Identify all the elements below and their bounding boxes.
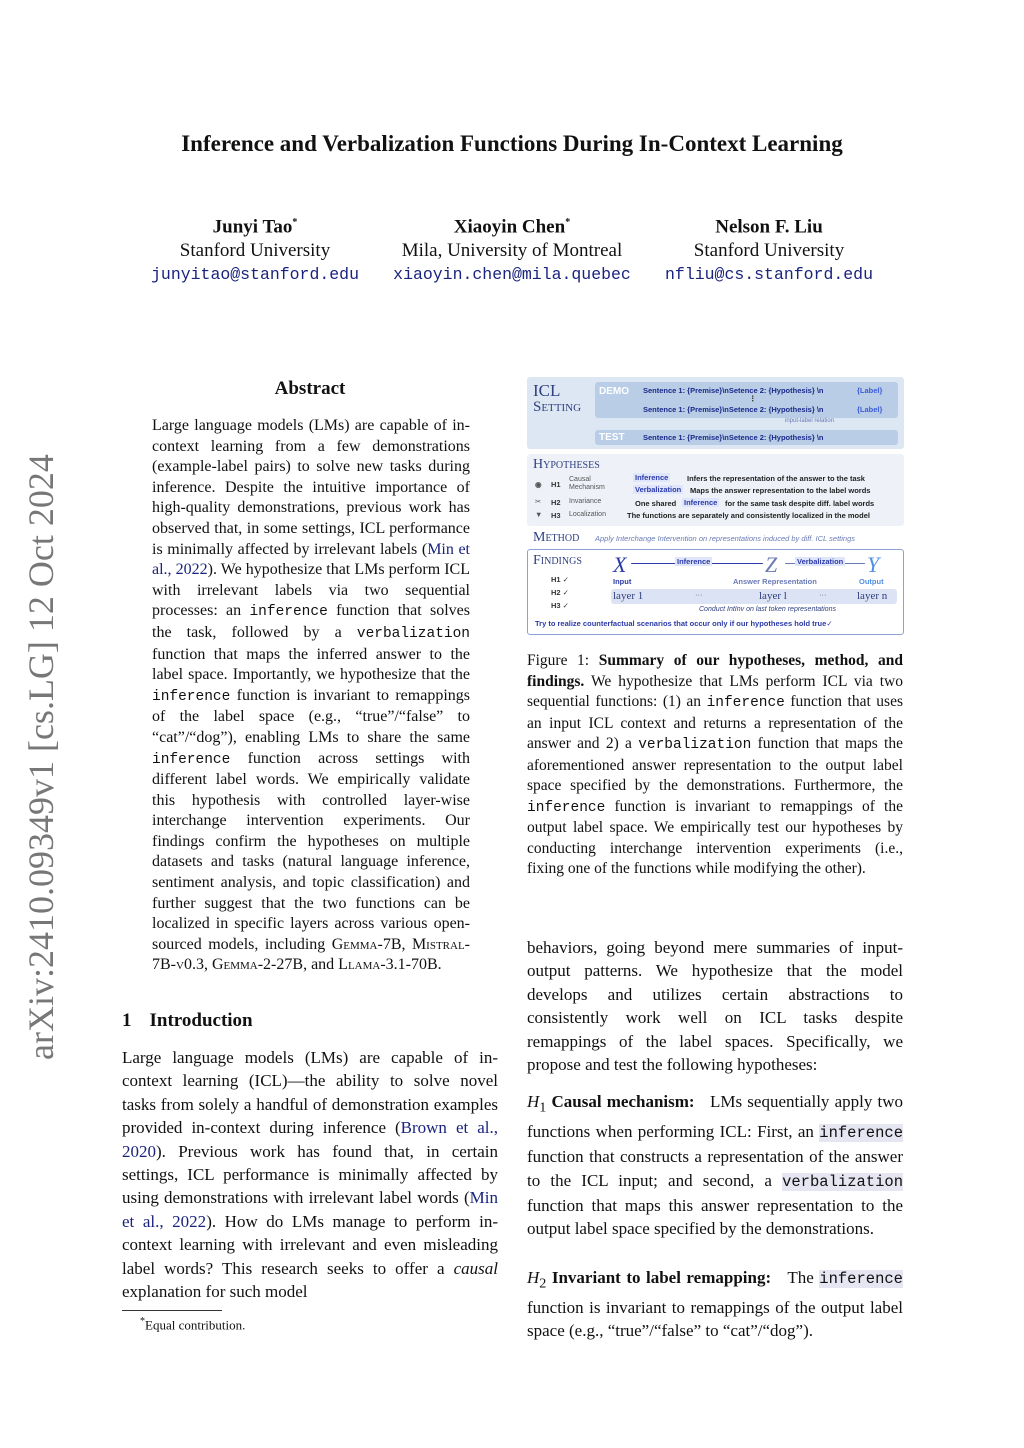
icl-setting-label: ICL <box>533 381 561 400</box>
chip-inference-2: Inference <box>684 498 718 507</box>
answer-rep-label: Answer Representation <box>733 577 817 586</box>
method-label: Method <box>533 530 580 545</box>
layer-1: layer 1 <box>613 590 644 602</box>
findings-h3: H3 ✓ <box>551 601 569 610</box>
hyp-line-4: The functions are separately and consistently localized in the model <box>627 511 870 520</box>
author-1: Junyi Tao* Stanford University junyitao@stanford.edu <box>125 211 385 287</box>
eye-icon: ◉ <box>535 480 542 489</box>
findings-h1: H1 ✓ <box>551 575 569 584</box>
scissors-icon: ✂ <box>535 497 542 506</box>
symbol-z: Z <box>765 552 778 577</box>
arxiv-stamp: arXiv:2410.09349v1 [cs.LG] 12 Oct 2024 <box>21 454 61 1060</box>
layer-dots-2: ··· <box>819 590 827 599</box>
abstract-text: Large language models (LMs) are capable of in-context learning from a few demonstrations (example-label pairs) to solve new tasks during inference. Despite the intuitive importance of high-quality demonstrations, previous work has observed that, in some settings, ICL performance is minimally affected by irrelevant labels (Min et al., 2022). We hypothesize that LMs perform ICL with irrelevant labels via two sequential processes: an inference function that solves the task, followed by a verbalization function that maps the inferred answer to the label space. Importantly, we hypothesize that the inference function is invariant to remappings of the label space (e.g., “true”/“false” to “cat”/“dog”), enabling LMs to share the same inference function across settings with different label words. We empirically validate this hypothesis with controlled layer-wise interchange intervention experiments. Our findings confirm the hypotheses on multiple datasets and tasks (natural language inference, sentiment analysis, and topic classification) and further suggest that the two functions can be localized in specific layers across various open-sourced models, including Gemma-7B, Mistral-7B-v0.3, Gemma-2-27B, and Llama-3.1-70B. <box>152 417 471 974</box>
fig-h1-name: Causal Mechanism <box>569 476 605 491</box>
fig-h3: H3 <box>551 511 561 520</box>
section-heading: 1 Introduction <box>122 1010 253 1031</box>
layers-bar <box>611 589 897 604</box>
hyp-line-2: Maps the answer representation to the label words <box>690 486 871 495</box>
author-3: Nelson F. Liu Stanford University nfliu@cs.stanford.edu <box>639 211 899 287</box>
hypotheses-label: Hypotheses <box>533 457 600 472</box>
hyp-line-1: Infers the representation of the answer to the task <box>687 474 865 483</box>
findings-h2: H2 ✓ <box>551 588 569 597</box>
findings-inference-chip: Inference <box>677 557 711 566</box>
intro-citation-min[interactable]: Min et al., 2022 <box>122 1188 498 1231</box>
hyp-line-3b: for the same task despite diff. label words <box>725 499 875 508</box>
fig-h1: H1 <box>551 480 561 489</box>
hypothesis-h2: $H_2$ Invariant to label remapping: The inference function is invariant to remappings of the output label space (e.g., “true”/“false” to “cat”/“dog”). <box>527 1268 903 1341</box>
funnel-icon: ▼ <box>535 510 543 519</box>
hyp-line-3a: One shared <box>635 499 677 508</box>
footnote: *Equal contribution. <box>140 1316 246 1333</box>
test-label: TEST <box>599 432 625 443</box>
demo-row-2: Sentence 1: {Premise}\nSetence 2: {Hypothesis} \n <box>643 405 824 414</box>
symbol-x: X <box>613 552 627 577</box>
conduct-text: Conduct IntInv on last token representations <box>699 606 836 613</box>
author-1-email[interactable]: junyitao@stanford.edu <box>151 265 359 285</box>
layer-n: layer n <box>857 590 888 602</box>
abstract-citation[interactable]: Min et al., 2022 <box>152 540 471 579</box>
hypothesis-h1: $H_1$ Causal mechanism: LMs sequentially apply two functions when performing ICL: First, an inference function that constructs a representation of the answer to the ICL input; and second, a verbalization function that maps this answer representation to the output label space specified by the demonstrations. <box>527 1092 903 1239</box>
fig-h3-name: Localization <box>569 511 606 518</box>
input-label: Input <box>613 577 632 586</box>
demo-label: DEMO <box>599 386 629 397</box>
demo-row-1: Sentence 1: {Premise}\nSetence 2: {Hypothesis} \n <box>643 386 824 395</box>
paper-title: Inference and Verbalization Functions During In-Context Learning <box>181 131 843 156</box>
author-2-affiliation: Mila, University of Montreal <box>401 240 623 262</box>
icl-setting-label-2: Setting <box>533 399 582 415</box>
intro-citation-brown[interactable]: Brown et al., 2020 <box>122 1118 498 1161</box>
layer-dots-1: ··· <box>695 590 703 599</box>
method-text: Apply Interchange Intervention on representations induced by diff. ICL settings <box>595 534 856 543</box>
intro-continued: behaviors, going beyond mere summaries of input-output patterns. We hypothesize that the model develops and utilizes certain abstractions to consistently work well on ICL tasks despite remappings of the label spaces. Specifically, we propose and test the following hypotheses: <box>527 938 903 1075</box>
author-2-email[interactable]: xiaoyin.chen@mila.quebec <box>393 265 631 285</box>
intro-text: Large language models (LMs) are capable of in-context learning (ICL)—the ability to solve novel tasks from solely a handful of demonstration examples provided in-context during inference (Brown et al., 2020). Previous work has found that, in certain settings, ICL performance is minimally affected by using demonstrations with irrelevant label words (Min et al., 2022). How do LMs manage to perform in-context learning with irrelevant and even misleading label words? This research seeks to offer a causal explanation for such model <box>122 1048 498 1302</box>
findings-verbalization-chip: Verbalization <box>797 557 844 566</box>
footnote-rule <box>122 1310 222 1311</box>
figure-1 <box>527 377 904 635</box>
author-3-affiliation: Stanford University <box>693 240 845 262</box>
test-row: Sentence 1: {Premise}\nSetence 2: {Hypothesis} \n <box>643 433 824 442</box>
author-3-email[interactable]: nfliu@cs.stanford.edu <box>665 265 873 285</box>
figure-caption: Figure 1: Summary of our hypotheses, method, and findings. We hypothesize that LMs perform ICL via two sequential functions: (1) an inference function that uses an input ICL context and returns a representation of the answer and 2) a verbalization function that maps the aforementioned answer representation to the output label space specified by the demonstrations. Furthermore, the inference function is invariant to remappings of the output label space. We empirically test our hypotheses by conducting interchange intervention experiments (i.e., fixing one of the functions while modifying the other). <box>527 652 904 877</box>
layer-l: layer l <box>759 590 787 602</box>
author-1-affiliation: Stanford University <box>179 240 331 262</box>
demo-row-2-label: {Label} <box>857 405 883 414</box>
output-label: Output <box>859 577 884 586</box>
chip-inference: Inference <box>635 473 669 482</box>
abstract-heading: Abstract <box>274 378 346 399</box>
author-2: Xiaoyin Chen* Mila, University of Montreal xiaoyin.chen@mila.quebec <box>382 211 642 287</box>
findings-label: Findings <box>533 553 582 568</box>
symbol-y: Y <box>867 552 880 577</box>
fig-h2: H2 <box>551 498 561 507</box>
relation-label: input-label relation <box>785 418 835 424</box>
chip-verbalization: Verbalization <box>635 485 682 494</box>
fig-h2-name: Invariance <box>569 498 602 505</box>
demo-row-1-label: {Label} <box>857 386 883 395</box>
demo-dots: ⋮ <box>749 394 757 403</box>
findings-bottom-text: Try to realize counterfactual scenarios that occur only if our hypotheses hold true✓ <box>535 619 833 628</box>
